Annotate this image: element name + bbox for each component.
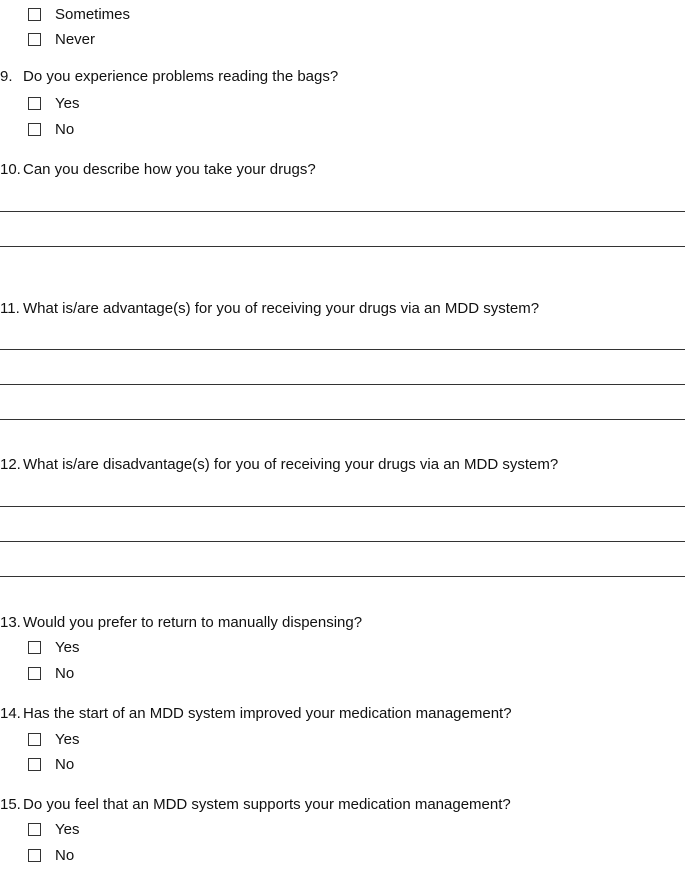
option[interactable]: [0, 94, 685, 114]
checkbox[interactable]: [28, 97, 41, 110]
option-label: Sometimes: [55, 6, 131, 23]
option-label: Yes: [55, 95, 80, 112]
question: [0, 455, 685, 475]
question: [0, 613, 685, 633]
option[interactable]: [0, 730, 685, 750]
option[interactable]: [0, 664, 685, 684]
question-number: 14.: [0, 705, 21, 722]
option[interactable]: [0, 846, 685, 866]
answer-line[interactable]: [0, 246, 685, 247]
checkbox[interactable]: [28, 667, 41, 680]
option-label: Yes: [55, 731, 80, 748]
question-text: What is/are advantage(s) for you of receiving your drugs via an MDD system?: [23, 300, 540, 317]
checkbox[interactable]: [28, 33, 41, 46]
question: [0, 67, 685, 87]
option-label: No: [55, 665, 75, 682]
answer-line[interactable]: [0, 541, 685, 542]
checkbox[interactable]: [28, 823, 41, 836]
checkbox[interactable]: [28, 641, 41, 654]
answer-line[interactable]: [0, 506, 685, 507]
checkbox[interactable]: [28, 8, 41, 21]
question-text: Has the start of an MDD system improved your medication management?: [23, 705, 512, 722]
option[interactable]: [0, 5, 685, 25]
option[interactable]: [0, 30, 685, 50]
question-text: Can you describe how you take your drugs?: [23, 161, 316, 178]
answer-line[interactable]: [0, 576, 685, 577]
option-label: No: [55, 121, 75, 138]
checkbox[interactable]: [28, 123, 41, 136]
question-text: What is/are disadvantage(s) for you of receiving your drugs via an MDD system?: [23, 456, 559, 473]
option-label: No: [55, 847, 75, 864]
checkbox[interactable]: [28, 849, 41, 862]
question-number: 9.: [0, 68, 13, 85]
answer-line[interactable]: [0, 211, 685, 212]
question: [0, 160, 685, 180]
question: [0, 299, 685, 319]
question-number: 12.: [0, 456, 21, 473]
question: [0, 795, 685, 815]
answer-line[interactable]: [0, 384, 685, 385]
option-label: Yes: [55, 821, 80, 838]
option[interactable]: [0, 120, 685, 140]
option-label: Yes: [55, 639, 80, 656]
question-number: 15.: [0, 796, 21, 813]
question-text: Would you prefer to return to manually dispensing?: [23, 614, 363, 631]
checkbox[interactable]: [28, 733, 41, 746]
question-text: Do you experience problems reading the bags?: [23, 68, 339, 85]
question-text: Do you feel that an MDD system supports your medication management?: [23, 796, 511, 813]
checkbox[interactable]: [28, 758, 41, 771]
answer-line[interactable]: [0, 349, 685, 350]
option[interactable]: [0, 638, 685, 658]
question-number: 11.: [0, 300, 20, 317]
question-number: 10.: [0, 161, 21, 178]
option[interactable]: [0, 755, 685, 775]
question-number: 13.: [0, 614, 21, 631]
option-label: No: [55, 756, 75, 773]
question: [0, 704, 685, 724]
option[interactable]: [0, 820, 685, 840]
answer-line[interactable]: [0, 419, 685, 420]
option-label: Never: [55, 31, 96, 48]
